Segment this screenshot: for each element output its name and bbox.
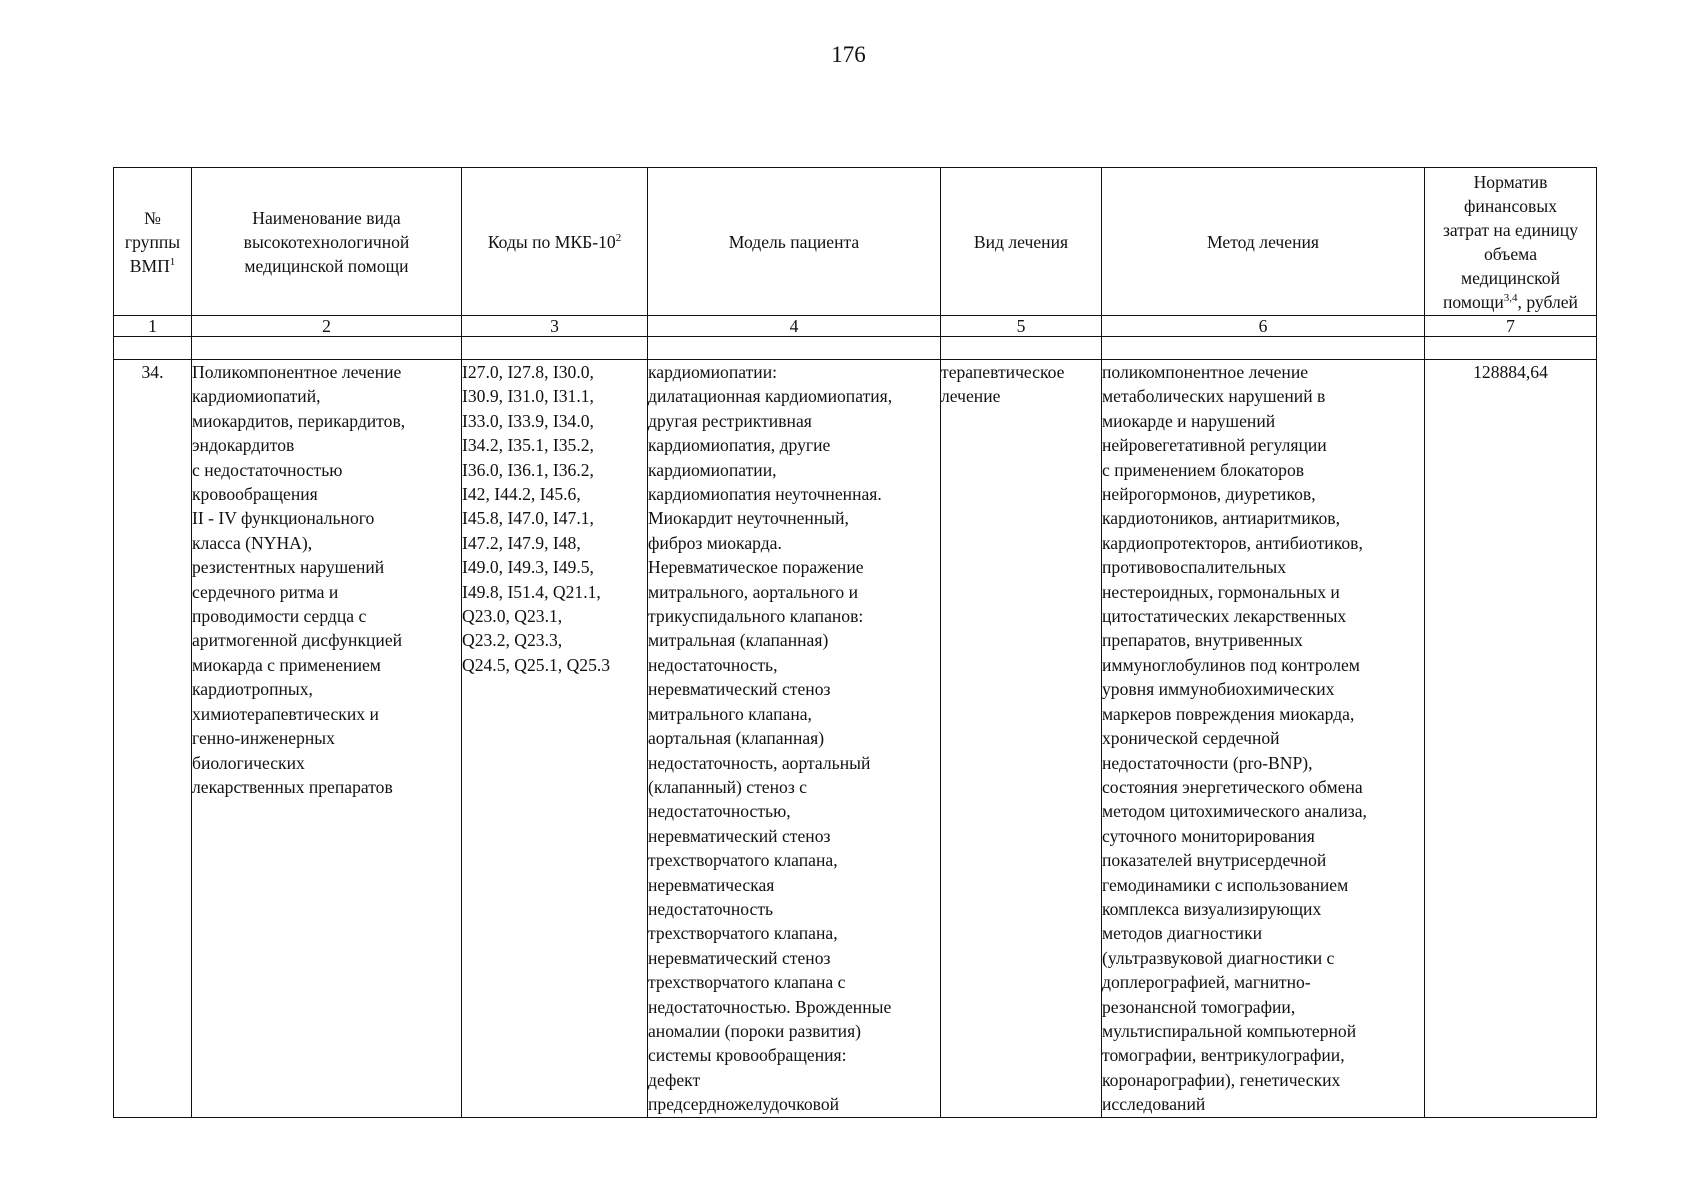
cell-text-line: (ультразвуковой диагностики с (1102, 947, 1335, 968)
header-text: помощи (1443, 291, 1504, 312)
cost-standard-cell (1425, 360, 1597, 1118)
cell-text-line: фиброз миокарда. (648, 532, 782, 553)
spacer-row (114, 337, 1597, 360)
table-row (114, 360, 1597, 1118)
cell-text-line: сердечного ритма и (192, 581, 339, 602)
cell-text-line: I34.2, I35.1, I35.2, (462, 435, 594, 456)
cell-text-line: Q23.2, Q23.3, (462, 630, 563, 651)
cell-text-line: доплерографией, магнитно- (1102, 972, 1311, 993)
header-text: Модель пациента (728, 231, 860, 252)
cell-text-line: методом цитохимического анализа, (1102, 801, 1367, 822)
cell-text-line: трехстворчатого клапана, (648, 850, 838, 871)
header-row (114, 168, 1597, 316)
cell-text-line: состояния энергетического обмена (1102, 776, 1363, 797)
cell-text-line: митральная (клапанная) (648, 630, 829, 651)
cell-text-line: I42, I44.2, I45.6, (462, 484, 581, 505)
treatment-method-cell (1102, 360, 1425, 1118)
spacer-cell (1102, 337, 1425, 360)
cell-text-line: коронарографии), генетических (1102, 1069, 1341, 1090)
cell-text-line: показателей внутрисердечной (1102, 850, 1327, 871)
cell-text-line: трикуспидального клапанов: (648, 606, 864, 627)
header-text: финансовых (1464, 195, 1557, 216)
cell-text-line: нейровегетативной регуляции (1102, 435, 1327, 456)
group-number-cell (114, 360, 192, 1118)
cell-text-line: иммуноглобулинов под контролем (1102, 654, 1360, 675)
cell-text-line: Q23.0, Q23.1, (462, 606, 563, 627)
spacer-cell (114, 337, 192, 360)
cell-text-line: биологических (192, 752, 305, 773)
header-icd-codes (462, 168, 648, 316)
spacer-cell (1425, 337, 1597, 360)
cell-text-line: I33.0, I33.9, I34.0, (462, 410, 594, 431)
header-text: медицинской (1461, 267, 1560, 288)
cell-text-line: поликомпонентное лечение (1102, 362, 1309, 382)
cell-text-line: маркеров повреждения миокарда, (1102, 703, 1355, 724)
header-text: Метод лечения (1206, 231, 1320, 252)
header-text: Вид лечения (973, 231, 1069, 252)
cell-text-line: мультиспиральной компьютерной (1102, 1020, 1357, 1041)
cell-text-line: (клапанный) стеноз с (648, 776, 807, 797)
cell-text-line: I49.0, I49.3, I49.5, (462, 557, 594, 578)
spacer-cell (462, 337, 648, 360)
header-text: высокотехнологичной (243, 231, 410, 252)
cell-text-line: генно-инженерных (192, 728, 335, 749)
cell-text-line: лечение (941, 386, 1001, 407)
column-number: 3 (462, 316, 648, 337)
vmp-name-cell (192, 360, 462, 1118)
column-number: 4 (648, 316, 941, 337)
cost-standard-value: 128884,64 (1473, 362, 1548, 382)
cell-text-line: миокардитов, перикардитов, (192, 410, 406, 431)
cell-text-line: гемодинамики с использованием (1102, 874, 1349, 895)
treatment-type-cell (941, 360, 1102, 1118)
cell-text-line: проводимости сердца с (192, 606, 367, 627)
cell-text-line: кардиомиопатия неуточненная. (648, 484, 882, 505)
cell-text-line: аортальная (клапанная) (648, 728, 825, 749)
cell-text-line: кардиомиопатия, другие (648, 435, 831, 456)
cell-text-line: класса (NYHA), (192, 532, 313, 553)
header-text: Коды по МКБ-10 (487, 231, 616, 252)
cell-text-line: I36.0, I36.1, I36.2, (462, 459, 594, 480)
cell-text-line: I49.8, I51.4, Q21.1, (462, 581, 601, 602)
column-number-row (114, 316, 1597, 337)
cell-text-line: миокарде и нарушений (1102, 410, 1276, 431)
cell-text-line: кардиомиопатий, (192, 386, 321, 407)
header-text: ВМП (129, 255, 170, 276)
spacer-cell (941, 337, 1102, 360)
cell-text-line: миокарда с применением (192, 654, 381, 675)
header-patient-model (648, 168, 941, 316)
cell-text-line: химиотерапевтических и (192, 703, 379, 724)
cell-text-line: митрального, аортального и (648, 581, 859, 602)
cell-text-line: терапевтическое (941, 362, 1065, 382)
cell-text-line: неревматический стеноз (648, 679, 831, 700)
cell-text-line: кардиотоников, антиаритмиков, (1102, 508, 1340, 529)
cell-text-line: митрального клапана, (648, 703, 812, 724)
header-text: группы (124, 231, 181, 252)
header-text: Наименование вида (252, 207, 401, 228)
cell-text-line: Поликомпонентное лечение (192, 362, 402, 382)
vmp-table (113, 167, 1597, 1118)
cell-text-line: I30.9, I31.0, I31.1, (462, 386, 594, 407)
cell-text-line: томографии, вентрикулографии, (1102, 1045, 1345, 1066)
column-number: 1 (114, 316, 192, 337)
cell-text-line: I45.8, I47.0, I47.1, (462, 508, 594, 529)
cell-text-line: дилатационная кардиомиопатия, (648, 386, 893, 407)
cell-text-line: методов диагностики (1102, 923, 1263, 944)
header-treatment-method (1102, 168, 1425, 316)
cell-text-line: с недостаточностью (192, 459, 343, 480)
cell-text-line: кардиомиопатии, (648, 459, 777, 480)
footnote-ref: 2 (615, 231, 622, 244)
header-text: № (144, 207, 161, 228)
header-text: , рублей (1517, 291, 1578, 312)
header-text: Норматив (1473, 171, 1548, 192)
spacer-cell (192, 337, 462, 360)
cell-text-line: другая рестриктивная (648, 410, 812, 431)
cell-text-line: препаратов, внутривенных (1102, 630, 1303, 651)
cell-text-line: противовоспалительных (1102, 557, 1287, 578)
cell-text-line: резонансной томографии, (1102, 996, 1296, 1017)
footnote-ref: 3,4 (1503, 291, 1518, 304)
cell-text-line: цитостатических лекарственных (1102, 606, 1347, 627)
header-text: затрат на единицу (1442, 219, 1579, 240)
header-cost-standard (1425, 168, 1597, 316)
cell-text-line: I47.2, I47.9, I48, (462, 532, 581, 553)
cell-text-line: кардиомиопатии: (648, 362, 778, 382)
cell-text-line: Q24.5, Q25.1, Q25.3 (462, 654, 611, 675)
cell-text-line: неревматический стеноз (648, 825, 831, 846)
cell-text-line: аномалии (пороки развития) (648, 1020, 862, 1041)
cell-text-line: кардиопротекторов, антибиотиков, (1102, 532, 1363, 553)
cell-text-line: Миокардит неуточненный, (648, 508, 849, 529)
cell-text-line: недостаточностью, (648, 801, 791, 822)
column-number: 7 (1425, 316, 1597, 337)
cell-text-line: трехстворчатого клапана с (648, 972, 846, 993)
header-group-number (114, 168, 192, 316)
cell-text-line: II - IV функционального (192, 508, 375, 529)
group-number: 34. (141, 362, 164, 382)
cell-text-line: недостаточностью. Врожденные (648, 996, 892, 1017)
cell-text-line: аритмогенной дисфункцией (192, 630, 403, 651)
cell-text-line: системы кровообращения: (648, 1045, 847, 1066)
cell-text-line: эндокардитов (192, 435, 295, 456)
cell-text-line: недостаточность (648, 898, 774, 919)
cell-text-line: нейрогормонов, диуретиков, (1102, 484, 1316, 505)
patient-model-cell (648, 360, 941, 1118)
header-text: медицинской помощи (244, 255, 409, 276)
cell-text-line: недостаточности (pro-BNP), (1102, 752, 1313, 773)
column-number: 6 (1102, 316, 1425, 337)
cell-text-line: Неревматическое поражение (648, 557, 864, 578)
cell-text-line: лекарственных препаратов (192, 776, 393, 797)
cell-text-line: резистентных нарушений (192, 557, 385, 578)
footnote-ref: 1 (169, 255, 176, 268)
cell-text-line: метаболических нарушений в (1102, 386, 1326, 407)
cell-text-line: суточного мониторирования (1102, 825, 1315, 846)
column-number: 5 (941, 316, 1102, 337)
cell-text-line: нестероидных, гормональных и (1102, 581, 1340, 602)
cell-text-line: предсердножелудочковой (648, 1094, 840, 1115)
cell-text-line: неревматическая (648, 874, 775, 895)
cell-text-line: недостаточность, (648, 654, 778, 675)
page-number: 176 (831, 42, 866, 67)
cell-text-line: уровня иммунобиохимических (1102, 679, 1335, 700)
cell-text-line: кровообращения (192, 484, 318, 505)
cell-text-line: неревматический стеноз (648, 947, 831, 968)
cell-text-line: дефект (648, 1069, 701, 1090)
cell-text-line: I27.0, I27.8, I30.0, (462, 362, 594, 382)
cell-text-line: хронической сердечной (1102, 728, 1280, 749)
icd-codes-cell (462, 360, 648, 1118)
cell-text-line: трехстворчатого клапана, (648, 923, 838, 944)
cell-text-line: кардиотропных, (192, 679, 313, 700)
header-text: объема (1483, 243, 1538, 264)
cell-text-line: исследований (1102, 1094, 1206, 1115)
header-vmp-name (192, 168, 462, 316)
cell-text-line: с применением блокаторов (1102, 459, 1305, 480)
column-number: 2 (192, 316, 462, 337)
cell-text-line: комплекса визуализирующих (1102, 898, 1322, 919)
spacer-cell (648, 337, 941, 360)
header-treatment-type (941, 168, 1102, 316)
cell-text-line: недостаточность, аортальный (648, 752, 871, 773)
